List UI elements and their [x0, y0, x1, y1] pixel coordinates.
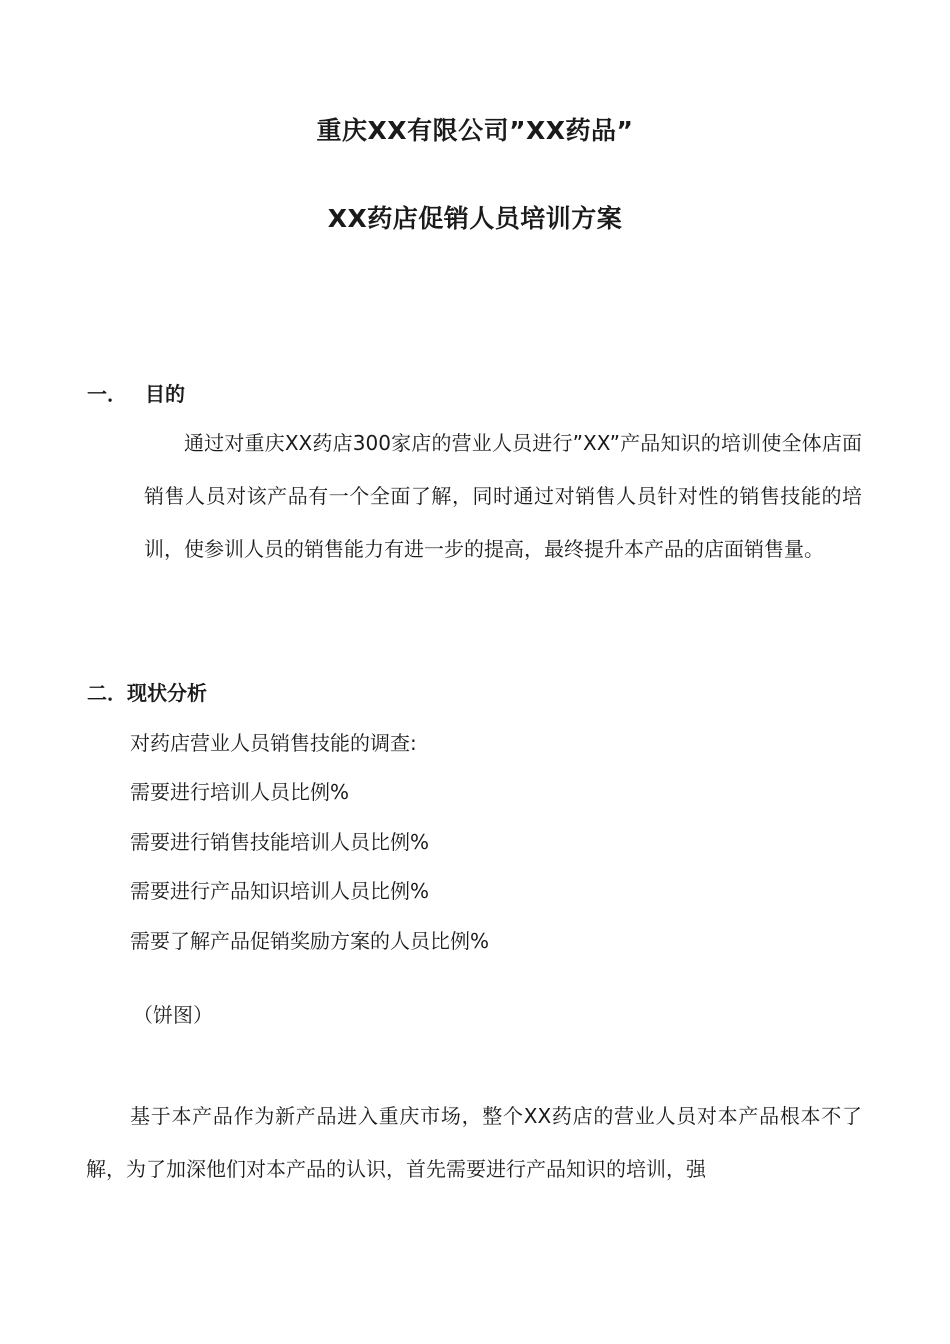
list-item: 需要进行销售技能培训人员比例% [130, 830, 430, 854]
section-title: 目的 [145, 382, 185, 406]
section-title: 现状分析 [127, 681, 207, 705]
document-title-line-1: 重庆XX有限公司”XX药品” [316, 116, 634, 145]
section-number: 一． [87, 382, 127, 406]
list-item: 需要进行培训人员比例% [130, 780, 350, 804]
document-title-line-2: XX药店促销人员培训方案 [327, 204, 623, 233]
list-item: 需要了解产品促销奖励方案的人员比例% [130, 929, 490, 953]
survey-intro: 对药店营业人员销售技能的调查: [130, 731, 417, 755]
list-item: 需要进行产品知识培训人员比例% [130, 879, 430, 903]
section-heading-purpose [87, 380, 185, 408]
purpose-paragraph: 通过对重庆XX药店300家店的营业人员进行”XX”产品知识的培训使全体店面销售人员对该产品有一个全面了解，同时通过对销售人员针对性的销售技能的培训，使参训人员的销售能力有进一步的提高，最终提升本产品的店面销售量。 [144, 431, 862, 561]
section-heading-analysis [87, 679, 207, 707]
section-number: 二． [87, 681, 127, 705]
analysis-paragraph: 基于本产品作为新产品进入重庆市场，整个XX药店的营业人员对本产品根本不了解，为了加深他们对本产品的认识，首先需要进行产品知识的培训，强 [86, 1104, 862, 1181]
pie-chart-placeholder: （饼图） [133, 1003, 213, 1027]
